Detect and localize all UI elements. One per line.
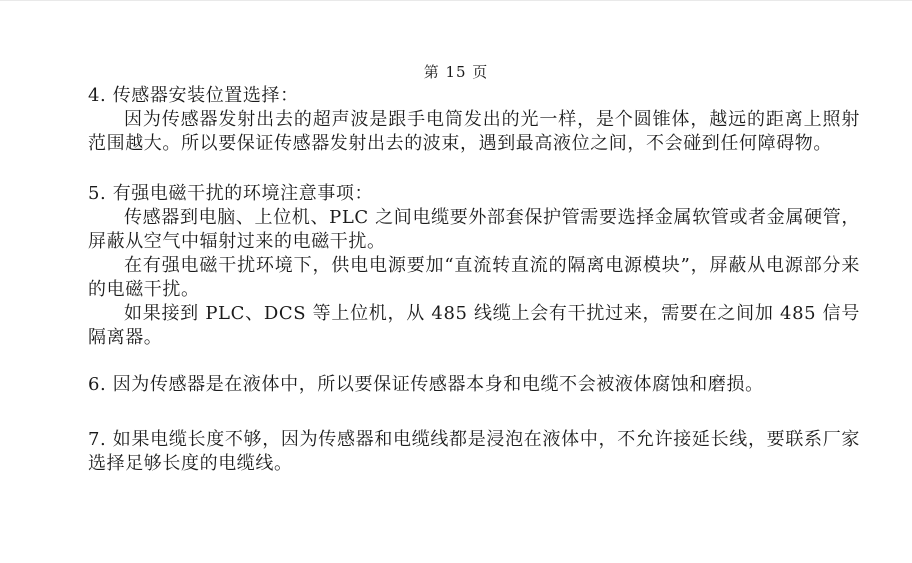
document-page xyxy=(0,62,912,563)
section-heading: 4. 传感器安装位置选择： xyxy=(88,85,299,106)
section-4-sensor-installation xyxy=(88,84,860,156)
document-content xyxy=(0,82,912,476)
section-heading: 5. 有强电磁干扰的环境注意事项： xyxy=(88,183,374,204)
section-6-liquid-corrosion xyxy=(88,373,860,397)
section-7-cable-length xyxy=(88,428,860,476)
paragraph: 在有强电磁干扰环境下，供电电源要加“直流转直流的隔离电源模块”，屏蔽从电源部分来的电磁干扰。 xyxy=(88,255,860,300)
section-5-emi-environment xyxy=(88,182,860,350)
paragraph: 如果接到 PLC、DCS 等上位机，从 485 线缆上会有干扰过来，需要在之间加 485 信号隔离器。 xyxy=(88,303,860,348)
section-heading: 7. 如果电缆长度不够，因为传感器和电缆线都是浸泡在液体中，不允许接延长线，要联系厂家选择足够长度的电缆线。 xyxy=(88,429,860,474)
paragraph: 因为传感器发射出去的超声波是跟手电筒发出的光一样，是个圆锥体，越远的距离上照射范围越大。所以要保证传感器发射出去的波束，遇到最高液位之间，不会碰到任何障碍物。 xyxy=(88,109,860,154)
paragraph: 传感器到电脑、上位机、PLC 之间电缆要外部套保护管需要选择金属软管或者金属硬管，屏蔽从空气中辐射过来的电磁干扰。 xyxy=(88,207,860,252)
section-heading: 6. 因为传感器是在液体中，所以要保证传感器本身和电缆不会被液体腐蚀和磨损。 xyxy=(88,374,764,395)
page-number-header: 第 15 页 xyxy=(423,63,489,81)
